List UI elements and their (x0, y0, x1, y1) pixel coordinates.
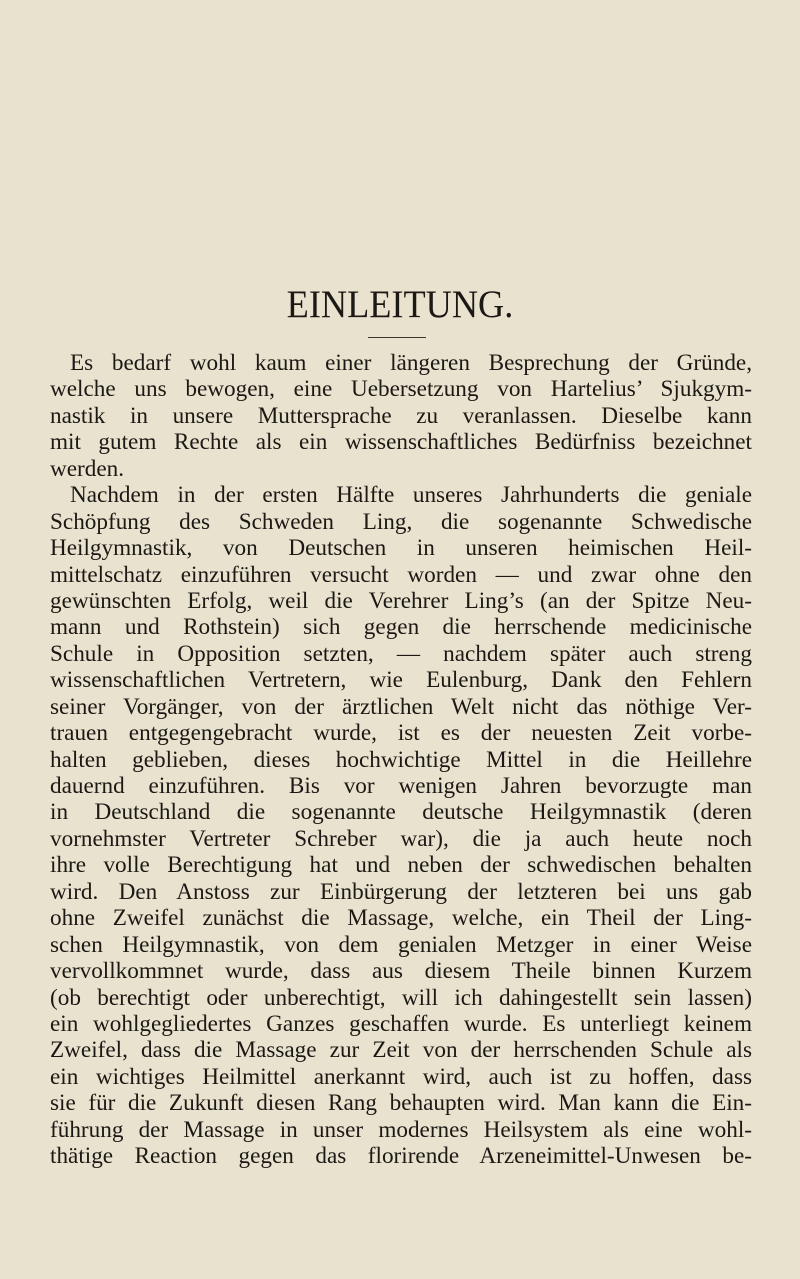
text-line: mit gutem Rechte als ein wissenschaftliches Bedürfniss bezeichnet (50, 429, 752, 456)
text-line: wissenschaftlichen Vertretern, wie Eulenburg, Dank den Fehlern (50, 667, 752, 694)
text-line: gewünschten Erfolg, weil die Verehrer Ling’s (an der Spitze Neu- (50, 587, 752, 614)
text-line: ihre volle Berechtigung hat und neben der schwedischen behalten (50, 852, 752, 879)
text-line: ein wichtiges Heilmittel anerkannt wird, auch ist zu hoffen, dass (50, 1063, 752, 1090)
text-line: sie für die Zukunft diesen Rang behaupten wird. Man kann die Ein- (50, 1090, 752, 1117)
text-line: mittelschatz einzuführen versucht worden — und zwar ohne den (50, 561, 752, 588)
paragraph-2 (50, 482, 752, 1169)
text-line: seiner Vorgänger, von der ärztlichen Welt nicht das nöthige Ver- (50, 693, 752, 720)
text-line: werden. (50, 455, 125, 482)
text-line: (ob berechtigt oder unberechtigt, will ich dahingestellt sein lassen) (50, 984, 752, 1011)
text-line: Es bedarf wohl kaum einer längeren Besprechung der Gründe, (70, 350, 752, 376)
text-line: vervollkommnet wurde, dass aus diesem Theile binnen Kurzem (50, 958, 752, 985)
text-line: Schöpfung des Schweden Ling, die sogenannte Schwedische (50, 508, 752, 535)
body-text (50, 350, 752, 1170)
text-line: halten geblieben, dieses hochwichtige Mittel in die Heillehre (50, 746, 752, 773)
paragraph-1 (50, 350, 752, 482)
text-line: in Deutschland die sogenannte deutsche Heilgymnastik (deren (50, 799, 752, 826)
text-line: dauernd einzuführen. Bis vor wenigen Jahren bevorzugte man (50, 773, 752, 799)
text-line: trauen entgegengebracht wurde, ist es der neuesten Zeit vorbe- (50, 720, 752, 747)
title-rule (368, 337, 426, 338)
text-line: schen Heilgymnastik, von dem genialen Metzger in einer Weise (50, 931, 752, 958)
text-line: Nachdem in der ersten Hälfte unseres Jahrhunderts die geniale (70, 482, 752, 509)
text-line: mann und Rothstein) sich gegen die herrschende medicinische (50, 614, 752, 641)
text-line: vornehmster Vertreter Schreber war), die ja auch heute noch (50, 825, 752, 852)
text-line: wird. Den Anstoss zur Einbürgerung der letzteren bei uns gab (50, 878, 752, 905)
text-line: thätige Reaction gegen das florirende Arzeneimittel-Unwesen be- (50, 1143, 752, 1170)
text-line: ohne Zweifel zunächst die Massage, welche, ein Theil der Ling- (50, 905, 752, 932)
text-line: Zweifel, dass die Massage zur Zeit von der herrschenden Schule als (50, 1037, 752, 1064)
text-line: welche uns bewogen, eine Uebersetzung von Hartelius’ Sjukgym- (50, 376, 752, 403)
chapter-title: EINLEITUNG. (286, 283, 514, 326)
text-line: führung der Massage in unser modernes Heilsystem als eine wohl- (50, 1116, 752, 1143)
text-line: Schule in Opposition setzten, — nachdem später auch streng (50, 640, 752, 667)
text-line: nastik in unsere Muttersprache zu veranlassen. Dieselbe kann (50, 402, 752, 429)
text-line: ein wohlgegliedertes Ganzes geschaffen wurde. Es unterliegt keinem (50, 1010, 752, 1037)
text-line: Heilgymnastik, von Deutschen in unseren heimischen Heil- (50, 535, 752, 562)
